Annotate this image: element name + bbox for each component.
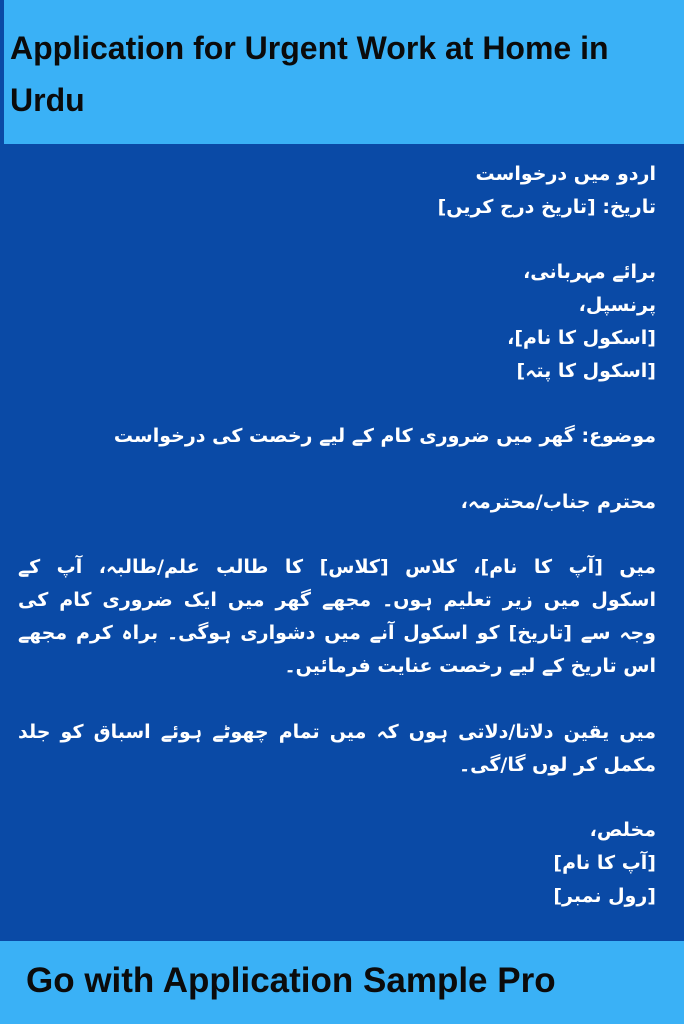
letter-body — [18, 150, 656, 930]
roll-number: [رول نمبر] — [553, 885, 656, 907]
page-title: Application for Urgent Work at Home in Urdu — [10, 30, 609, 118]
paragraph1-line: اسکول میں زیر تعلیم ہوں۔ مجھے گھر میں ایک ضروری کام کی — [18, 589, 656, 611]
sender-name: [آپ کا نام] — [553, 852, 656, 874]
recipient-title: پرنسپل، — [578, 294, 656, 316]
paragraph1-line: میں [آپ کا نام]، کلاس [کلاس] کا طالب علم/طالبہ، آپ کے — [18, 556, 656, 578]
subject-line: موضوع: گھر میں ضروری کام کے لیے رخصت کی درخواست — [113, 425, 656, 447]
greeting: محترم جناب/محترمہ، — [460, 491, 656, 513]
header-banner — [0, 0, 684, 144]
letter-heading: اردو میں درخواست — [475, 163, 656, 185]
school-address: [اسکول کا پتہ] — [516, 360, 656, 382]
footer-banner — [0, 941, 684, 1024]
closing: مخلص، — [589, 819, 656, 841]
footer-brand-text: Go with Application Sample Pro — [26, 961, 556, 1000]
paragraph2-line: مکمل کر لوں گا/گی۔ — [458, 754, 656, 776]
paragraph2-line: میں یقین دلاتا/دلاتی ہوں کہ میں تمام چھوٹے ہوئے اسباق کو جلد — [18, 721, 656, 743]
school-name: [اسکول کا نام]، — [507, 327, 656, 349]
salutation-to: برائے مہربانی، — [523, 261, 656, 283]
paragraph1-line: اس تاریخ کے لیے رخصت عنایت فرمائیں۔ — [284, 655, 656, 677]
date-line: تاریخ: [تاریخ درج کریں] — [437, 196, 656, 218]
paragraph1-line: وجہ سے [تاریخ] کو اسکول آنے میں دشواری ہوگی۔ براہ کرم مجھے — [18, 622, 656, 644]
